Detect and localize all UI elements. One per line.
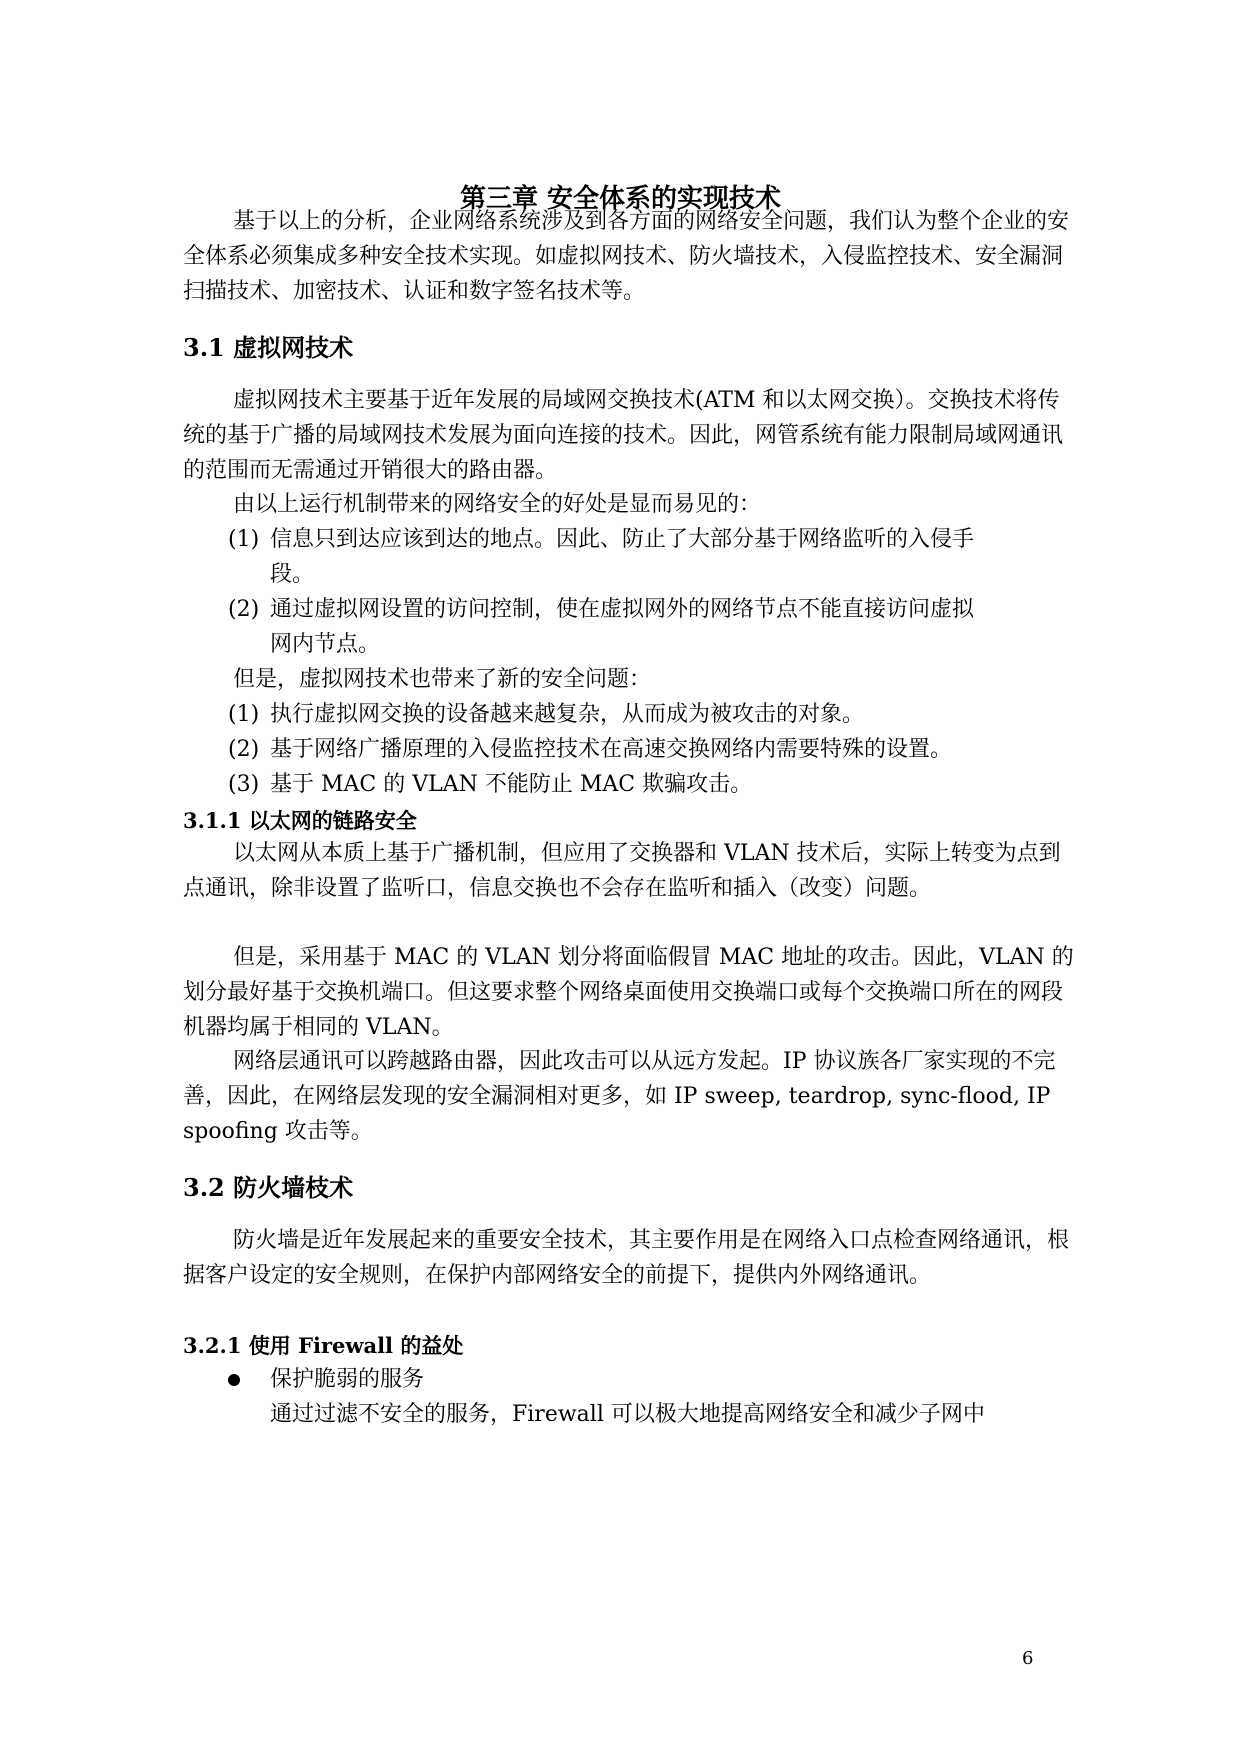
list-text-continued: 网内节点。 bbox=[270, 632, 381, 657]
list-item-problem-1 bbox=[228, 697, 1079, 732]
list-text: 信息只到达应该到达的地点。因此、防止了大部分基于网络监听的入侵手 bbox=[270, 527, 975, 552]
list-number: (1) bbox=[228, 527, 260, 552]
list-text: 通过虚拟网设置的访问控制，使在虚拟网外的网络节点不能直接访问虚拟 bbox=[270, 597, 975, 622]
list-text: 基于网络广播原理的入侵监控技术在高速交换网络内需要特殊的设置。 bbox=[270, 737, 953, 762]
bullet-item-protect-services bbox=[228, 1362, 1079, 1397]
list-number: (2) bbox=[228, 737, 260, 762]
intro-paragraph: 基于以上的分析，企业网络系统涉及到各方面的网络安全问题，我们认为整个企业的安全体系必须集成多种安全技术实现。如虚拟网技术、防火墙技术，入侵监控技术、安全漏洞扫描技术、加密技术、认证和数字签名技术等。 bbox=[183, 209, 1070, 304]
paragraph-vlan-problems-intro: 但是，虚拟网技术也带来了新的安全问题： bbox=[233, 667, 652, 692]
bullet-paragraph: 通过过滤不安全的服务，Firewall 可以极大地提高网络安全和减少子网中 bbox=[270, 1402, 985, 1427]
section-heading-3-1: 3.1 虚拟网技术 bbox=[183, 333, 354, 362]
section-heading-3-2: 3.2 防火墙枝术 bbox=[183, 1173, 354, 1202]
list-item-benefit-2 bbox=[228, 592, 1079, 662]
list-text: 基于 MAC 的 VLAN 不能防止 MAC 欺骗攻击。 bbox=[270, 772, 753, 797]
page-number: 6 bbox=[1022, 1648, 1034, 1669]
chapter-title: 第三章 安全体系的实现技术 bbox=[459, 184, 782, 214]
subsection-heading-3-2-1: 3.2.1 使用 Firewall 的益处 bbox=[183, 1333, 464, 1358]
list-number: (2) bbox=[228, 597, 260, 622]
paragraph-vlan-intro: 虚拟网技术主要基于近年发展的局域网交换技术(ATM 和以太网交换）。交换技术将传统的基于广播的局域网技术发展为面向连接的技术。因此，网管系统有能力限制局域网通讯的范围而无需通过开销很大的路由器。 bbox=[183, 388, 1064, 483]
list-text-continued: 段。 bbox=[270, 562, 315, 587]
list-number: (3) bbox=[228, 772, 260, 797]
bullet-icon bbox=[228, 1374, 240, 1386]
paragraph-network-layer: 网络层通讯可以跨越路由器，因此攻击可以从远方发起。IP 协议族各厂家实现的不完善，因此，在网络层发现的安全漏洞相对更多，如 IP sweep, teardrop, sync-flood, IP spoofing 攻击等。 bbox=[183, 1049, 1056, 1144]
list-item-problem-3 bbox=[228, 767, 1079, 802]
bullet-text: 保护脆弱的服务 bbox=[270, 1367, 425, 1392]
paragraph-ethernet-security: 以太网从本质上基于广播机制，但应用了交换器和 VLAN 技术后，实际上转变为点到点通讯，除非设置了监听口，信息交换也不会存在监听和插入（改变）问题。 bbox=[183, 841, 1061, 901]
paragraph-vlan-benefits-intro: 由以上运行机制带来的网络安全的好处是显而易见的： bbox=[233, 492, 762, 517]
paragraph-firewall-intro: 防火墙是近年发展起来的重要安全技术，其主要作用是在网络入口点检查网络通讯，根据客户设定的安全规则，在保护内部网络安全的前提下，提供内外网络通讯。 bbox=[183, 1228, 1070, 1288]
list-item-benefit-1 bbox=[228, 522, 1079, 592]
paragraph-mac-vlan: 但是，采用基于 MAC 的 VLAN 划分将面临假冒 MAC 地址的攻击。因此，VLAN 的划分最好基于交换机端口。但这要求整个网络桌面使用交换端口或每个交换端口所在的网段机器均属于相同的 VLAN。 bbox=[183, 945, 1074, 1040]
subsection-heading-3-1-1: 3.1.1 以太网的链路安全 bbox=[183, 808, 417, 833]
list-item-problem-2 bbox=[228, 732, 1079, 767]
list-text: 执行虚拟网交换的设备越来越复杂，从而成为被攻击的对象。 bbox=[270, 702, 865, 727]
list-number: (1) bbox=[228, 702, 260, 727]
